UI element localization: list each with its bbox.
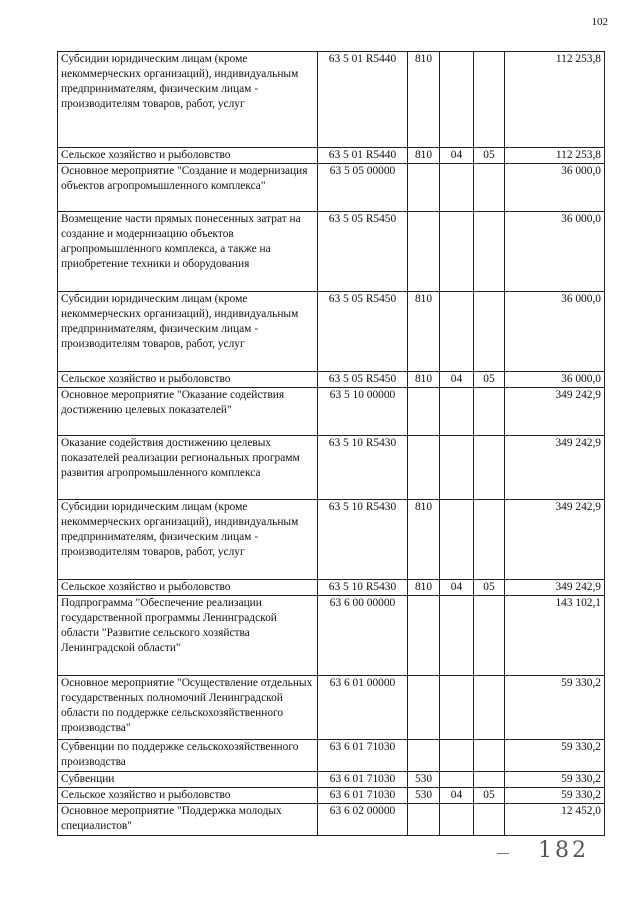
row-code: 63 6 01 00000: [318, 676, 408, 740]
row-subsection: [474, 52, 505, 148]
row-amount: 59 330,2: [505, 772, 605, 788]
row-section: 04: [440, 580, 474, 596]
row-subsection: [474, 436, 505, 500]
row-expense-type: 810: [408, 52, 440, 148]
row-amount: 59 330,2: [505, 788, 605, 804]
row-section: [440, 52, 474, 148]
row-expense-type: 810: [408, 500, 440, 580]
row-section: 04: [440, 372, 474, 388]
table-row: [58, 804, 605, 836]
row-section: [440, 772, 474, 788]
row-subsection: [474, 164, 505, 212]
row-expense-type: 810: [408, 292, 440, 372]
row-section: 04: [440, 148, 474, 164]
row-name: Субвенции по поддержке сельскохозяйственного производства: [58, 740, 318, 772]
row-name: Субсидии юридическим лицам (кроме некоммерческих организаций), индивидуальным предпринимателям, физическим лицам - производителям товаров, работ, услуг: [58, 500, 318, 580]
row-section: 04: [440, 788, 474, 804]
row-expense-type: [408, 436, 440, 500]
row-code: 63 5 05 R5450: [318, 292, 408, 372]
row-name: Основное мероприятие "Создание и модернизация объектов агропромышленного комплекса": [58, 164, 318, 212]
row-code: 63 5 01 R5440: [318, 52, 408, 148]
row-subsection: [474, 596, 505, 676]
row-amount: 36 000,0: [505, 212, 605, 292]
table-row: [58, 212, 605, 292]
row-section: [440, 500, 474, 580]
table-row: [58, 676, 605, 740]
row-amount: 12 452,0: [505, 804, 605, 836]
row-code: 63 6 02 00000: [318, 804, 408, 836]
row-code: 63 5 10 R5430: [318, 436, 408, 500]
table-row: [58, 372, 605, 388]
row-subsection: 05: [474, 148, 505, 164]
row-name: Оказание содействия достижению целевых показателей реализации региональных программ развития агропромышленного комплекса: [58, 436, 318, 500]
table-row: [58, 500, 605, 580]
table-row: [58, 596, 605, 676]
row-subsection: [474, 676, 505, 740]
stamp-dash: [497, 853, 509, 854]
row-expense-type: [408, 596, 440, 676]
table-row: [58, 772, 605, 788]
row-code: 63 5 10 R5430: [318, 500, 408, 580]
row-amount: 112 253,8: [505, 52, 605, 148]
row-subsection: [474, 212, 505, 292]
row-amount: 59 330,2: [505, 676, 605, 740]
row-expense-type: 810: [408, 148, 440, 164]
table-row: [58, 148, 605, 164]
row-code: 63 6 01 71030: [318, 740, 408, 772]
row-name: Основное мероприятие "Поддержка молодых специалистов": [58, 804, 318, 836]
row-amount: 59 330,2: [505, 740, 605, 772]
row-name: Основное мероприятие "Осуществление отдельных государственных полномочий Ленинградской области по поддержке сельскохозяйственного производства": [58, 676, 318, 740]
handwritten-page-stamp: 182: [538, 838, 589, 863]
row-code: 63 5 05 R5450: [318, 212, 408, 292]
table-row: [58, 52, 605, 148]
row-subsection: [474, 292, 505, 372]
row-name: Субсидии юридическим лицам (кроме некоммерческих организаций), индивидуальным предпринимателям, физическим лицам - производителям товаров, работ, услуг: [58, 52, 318, 148]
row-subsection: [474, 740, 505, 772]
row-section: [440, 388, 474, 436]
row-subsection: [474, 772, 505, 788]
row-section: [440, 436, 474, 500]
row-name: Субвенции: [58, 772, 318, 788]
row-expense-type: [408, 164, 440, 212]
row-subsection: [474, 388, 505, 436]
row-name: Сельское хозяйство и рыболовство: [58, 788, 318, 804]
table-row: [58, 580, 605, 596]
page-number: 102: [591, 16, 608, 28]
row-amount: 112 253,8: [505, 148, 605, 164]
table-row: [58, 164, 605, 212]
row-name: Сельское хозяйство и рыболовство: [58, 580, 318, 596]
row-expense-type: 530: [408, 772, 440, 788]
row-section: [440, 676, 474, 740]
row-code: 63 5 10 00000: [318, 388, 408, 436]
table-row: [58, 388, 605, 436]
row-code: 63 5 10 R5430: [318, 580, 408, 596]
row-expense-type: [408, 388, 440, 436]
row-section: [440, 740, 474, 772]
row-section: [440, 212, 474, 292]
row-amount: 349 242,9: [505, 388, 605, 436]
row-expense-type: [408, 740, 440, 772]
row-expense-type: 530: [408, 788, 440, 804]
row-code: 63 5 01 R5440: [318, 148, 408, 164]
row-expense-type: [408, 212, 440, 292]
table-row: [58, 740, 605, 772]
row-section: [440, 164, 474, 212]
row-expense-type: 810: [408, 580, 440, 596]
row-amount: 36 000,0: [505, 292, 605, 372]
row-section: [440, 292, 474, 372]
row-subsection: 05: [474, 580, 505, 596]
budget-table: [57, 51, 605, 836]
row-expense-type: 810: [408, 372, 440, 388]
row-name: Основное мероприятие "Оказание содействия достижению целевых показателей": [58, 388, 318, 436]
row-amount: 36 000,0: [505, 372, 605, 388]
row-name: Субсидии юридическим лицам (кроме некоммерческих организаций), индивидуальным предпринимателям, физическим лицам - производителям товаров, работ, услуг: [58, 292, 318, 372]
row-code: 63 5 05 00000: [318, 164, 408, 212]
row-amount: 349 242,9: [505, 580, 605, 596]
row-subsection: [474, 500, 505, 580]
table-row: [58, 436, 605, 500]
row-name: Сельское хозяйство и рыболовство: [58, 372, 318, 388]
row-subsection: [474, 804, 505, 836]
row-amount: 143 102,1: [505, 596, 605, 676]
row-subsection: 05: [474, 372, 505, 388]
row-section: [440, 596, 474, 676]
table-row: [58, 292, 605, 372]
row-amount: 349 242,9: [505, 436, 605, 500]
row-code: 63 6 01 71030: [318, 772, 408, 788]
row-expense-type: [408, 676, 440, 740]
row-amount: 36 000,0: [505, 164, 605, 212]
row-amount: 349 242,9: [505, 500, 605, 580]
row-expense-type: [408, 804, 440, 836]
row-code: 63 5 05 R5450: [318, 372, 408, 388]
row-name: Возмещение части прямых понесенных затрат на создание и модернизацию объектов агропромышленного комплекса, а также на приобретение техники и оборудования: [58, 212, 318, 292]
row-name: Подпрограмма "Обеспечение реализации государственной программы Ленинградской области "Развитие сельского хозяйства Ленинградской области": [58, 596, 318, 676]
row-subsection: 05: [474, 788, 505, 804]
row-code: 63 6 00 00000: [318, 596, 408, 676]
table-row: [58, 788, 605, 804]
row-section: [440, 804, 474, 836]
row-name: Сельское хозяйство и рыболовство: [58, 148, 318, 164]
row-code: 63 6 01 71030: [318, 788, 408, 804]
